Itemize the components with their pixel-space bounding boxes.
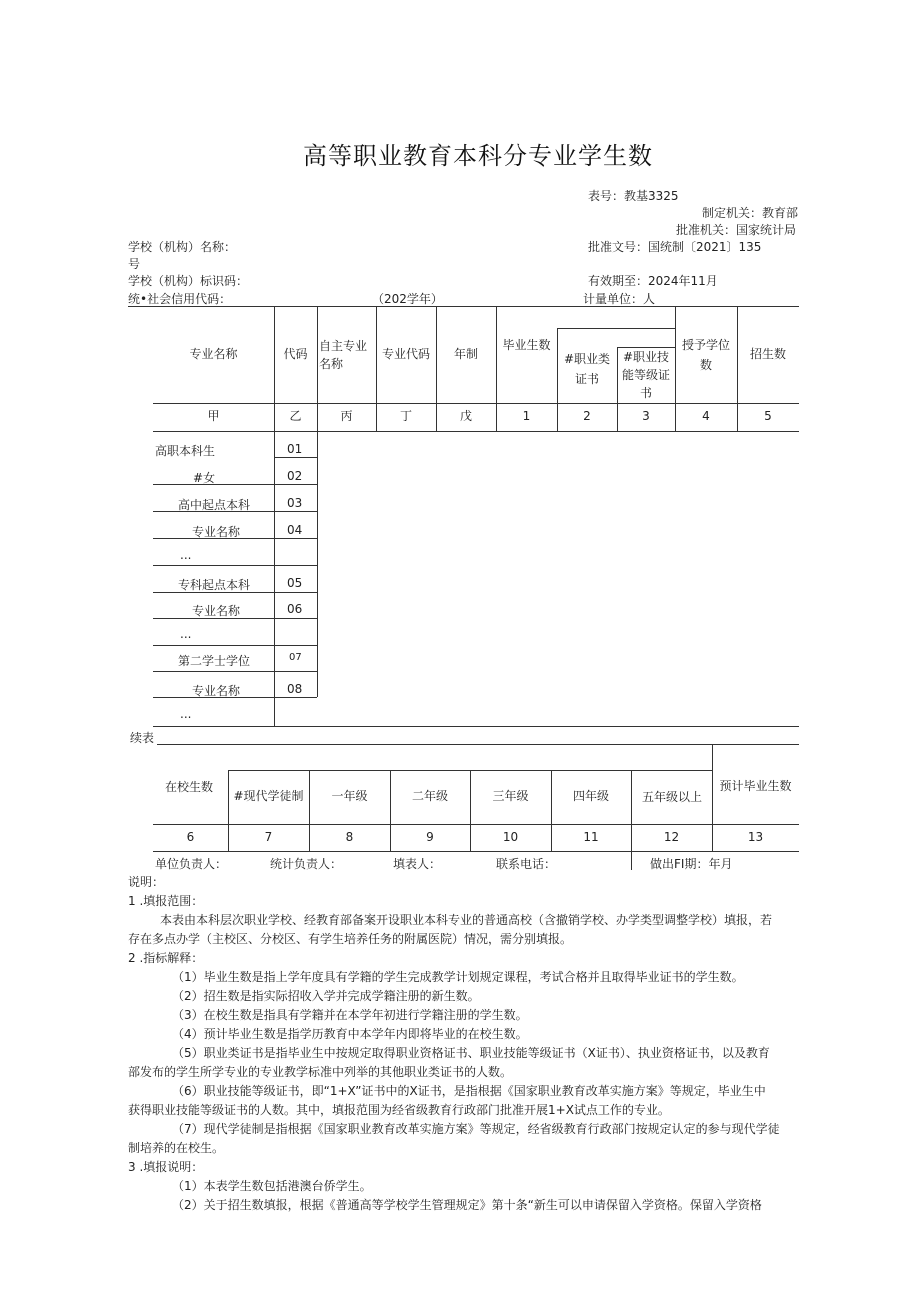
index-cell: 9 bbox=[426, 829, 434, 844]
valid-until: 有效期至：2024年11月 bbox=[588, 274, 718, 288]
paragraph: （3）在校生数是指具有学籍并在本学年初进行学籍注册的学生数。 bbox=[172, 1008, 528, 1022]
table-line bbox=[317, 431, 318, 697]
header-graduates: 毕业生数 bbox=[502, 338, 551, 353]
row-label: 高职本科生 bbox=[155, 444, 216, 458]
paragraph: （5）职业类证书是指毕业生中按规定取得职业资格证书、职业技能等级证书（X证书）、执业资格证书，以及教育 bbox=[172, 1046, 770, 1060]
index-cell: 12 bbox=[663, 829, 680, 844]
index-cell: 戊 bbox=[459, 409, 472, 424]
row-label: ... bbox=[180, 548, 192, 562]
row-code: 01 bbox=[287, 442, 303, 456]
header-skill-cert: #职业技能等级证书 bbox=[621, 350, 670, 400]
school-year: （202学年） bbox=[372, 292, 443, 306]
index-cell: 1 bbox=[522, 409, 531, 424]
header-expected-graduates: 预计毕业生数 bbox=[719, 779, 792, 794]
paragraph: 制培养的在校生。 bbox=[128, 1141, 225, 1155]
header-own-major: 自主专业名称 bbox=[319, 338, 368, 371]
header-code: 代码 bbox=[283, 346, 308, 361]
index-cell: 丁 bbox=[399, 409, 412, 424]
header-grade-5-plus: 五年级以上 bbox=[641, 790, 702, 804]
header-grade-3: 三年级 bbox=[492, 789, 529, 804]
phone-label: 联系电话： bbox=[496, 857, 557, 871]
paragraph: （2）招生数是指实际招收入学并完成学籍注册的新生数。 bbox=[172, 989, 480, 1003]
index-cell: 乙 bbox=[289, 409, 302, 424]
row-label: 专业名称 bbox=[192, 604, 241, 618]
paragraph: （2）关于招生数填报，根据《普通高等学校学生管理规定》第十条“新生可以申请保留入学资格。保留入学资格 bbox=[172, 1198, 762, 1212]
table-line bbox=[153, 645, 317, 646]
row-label: ... bbox=[180, 707, 192, 721]
row-label: 专业名称 bbox=[192, 684, 241, 698]
row-code: 06 bbox=[287, 602, 303, 616]
header-years: 年制 bbox=[453, 346, 478, 361]
header-major-name: 专业名称 bbox=[189, 346, 238, 361]
row-code: 07 bbox=[289, 652, 302, 663]
section-heading: 2 .指标解释： bbox=[128, 951, 204, 965]
paragraph: 存在多点办学（主校区、分校区、有学生培养任务的附属医院）情况，需分别填报。 bbox=[128, 932, 573, 946]
row-label: 高中起点本科 bbox=[178, 498, 251, 512]
header-in-school: 在校生数 bbox=[165, 780, 214, 794]
approval-number-suffix: 号 bbox=[128, 257, 141, 271]
paragraph: （1）本表学生数包括港澳台侨学生。 bbox=[172, 1179, 372, 1193]
index-cell: 7 bbox=[264, 829, 273, 844]
table-line bbox=[153, 726, 799, 727]
made-by: 制定机关：教育部 bbox=[702, 206, 799, 220]
section-heading: 3 .填报说明： bbox=[128, 1160, 204, 1174]
header-major-code: 专业代码 bbox=[381, 346, 430, 361]
index-cell: 丙 bbox=[340, 409, 353, 424]
table-line bbox=[153, 671, 317, 672]
paragraph: 本表由本科层次职业学校、经教育部备案开设职业本科专业的普通高校（含撤销学校、办学类型调整学校）填报，若 bbox=[160, 913, 773, 927]
header-degree: 授予学位数 bbox=[681, 338, 730, 372]
index-cell: 5 bbox=[764, 409, 772, 424]
table-line bbox=[153, 565, 317, 566]
row-code: 05 bbox=[287, 576, 303, 590]
table-line bbox=[153, 431, 799, 432]
notes-label: 说明： bbox=[128, 875, 165, 889]
row-code: 04 bbox=[287, 523, 303, 537]
table-line bbox=[274, 457, 317, 458]
approved-by: 批准机关：国家统计局 bbox=[676, 223, 797, 237]
row-label: 第二学士学位 bbox=[178, 654, 251, 668]
header-grade-1: 一年级 bbox=[331, 789, 368, 804]
school-name-label: 学校（机构）名称： bbox=[128, 240, 237, 254]
row-label: ... bbox=[180, 627, 192, 641]
paragraph: （7）现代学徒制是指根据《国家职业教育改革实施方案》等规定，经省级教育行政部门按规定认定的参与现代学徒 bbox=[172, 1122, 780, 1136]
row-label: 专科起点本科 bbox=[178, 578, 251, 592]
index-cell: 11 bbox=[583, 829, 599, 844]
row-label: 专业名称 bbox=[192, 525, 241, 539]
credit-code-label: 统•社会信用代码： bbox=[128, 292, 232, 306]
index-cell: 13 bbox=[747, 829, 764, 844]
table-line bbox=[157, 744, 799, 745]
form-number: 表号：教基3325 bbox=[588, 189, 679, 203]
header-voc-cert: #职业类证书 bbox=[563, 352, 611, 386]
table-line bbox=[274, 431, 275, 726]
index-cell: 4 bbox=[702, 409, 710, 424]
filler-label: 填表人： bbox=[393, 857, 442, 871]
school-id-label: 学校（机构）标识码： bbox=[128, 274, 249, 288]
stat-head-label: 统计负责人： bbox=[270, 857, 343, 871]
row-code: 03 bbox=[287, 496, 303, 510]
table-line bbox=[153, 484, 317, 485]
index-cell: 6 bbox=[186, 829, 195, 844]
index-cell: 8 bbox=[345, 829, 354, 844]
paragraph: 获得职业技能等级证书的人数。其中，填报范围为经省级教育行政部门批准开展1+X试点工作的专业。 bbox=[128, 1103, 670, 1117]
index-cell: 10 bbox=[502, 829, 519, 844]
header-grade-4: 四年级 bbox=[572, 789, 609, 804]
paragraph: 部发布的学生所学专业的专业教学标准中列举的其他职业类证书的人数。 bbox=[128, 1065, 513, 1079]
date-label: 做出FI期：年月 bbox=[650, 857, 733, 871]
approval-number: 批准文号：国统制〔2021〕135 bbox=[588, 240, 762, 254]
header-apprentice: #现代学徒制 bbox=[233, 789, 304, 804]
paragraph: （6）职业技能等级证书，即“1+X”证书中的X证书，是指根据《国家职业教育改革实施方案》等规定，毕业生中 bbox=[172, 1084, 766, 1098]
header-grade-2: 二年级 bbox=[411, 789, 448, 804]
table-line bbox=[153, 851, 799, 852]
measure-unit: 计量单位：人 bbox=[583, 292, 656, 306]
table-line bbox=[557, 328, 675, 329]
index-cell: 甲 bbox=[207, 409, 220, 424]
table-line bbox=[631, 770, 632, 870]
index-cell: 3 bbox=[642, 409, 650, 424]
continued-label: 续表 bbox=[130, 731, 155, 745]
page-title: 高等职业教育本科分专业学生数 bbox=[303, 142, 653, 170]
paragraph: （1）毕业生数是指上学年度具有学籍的学生完成教学计划规定课程，考试合格并且取得毕业证书的学生数。 bbox=[172, 970, 744, 984]
row-code: 02 bbox=[287, 469, 303, 483]
header-enroll: 招生数 bbox=[749, 346, 786, 361]
row-label: #女 bbox=[193, 471, 216, 485]
index-cell: 2 bbox=[583, 409, 591, 424]
row-code: 08 bbox=[287, 682, 303, 696]
section-heading: 1 .填报范围： bbox=[128, 894, 204, 908]
unit-head-label: 单位负责人： bbox=[155, 857, 228, 871]
paragraph: （4）预计毕业生数是指学历教育中本学年内即将毕业的在校生数。 bbox=[172, 1027, 528, 1041]
